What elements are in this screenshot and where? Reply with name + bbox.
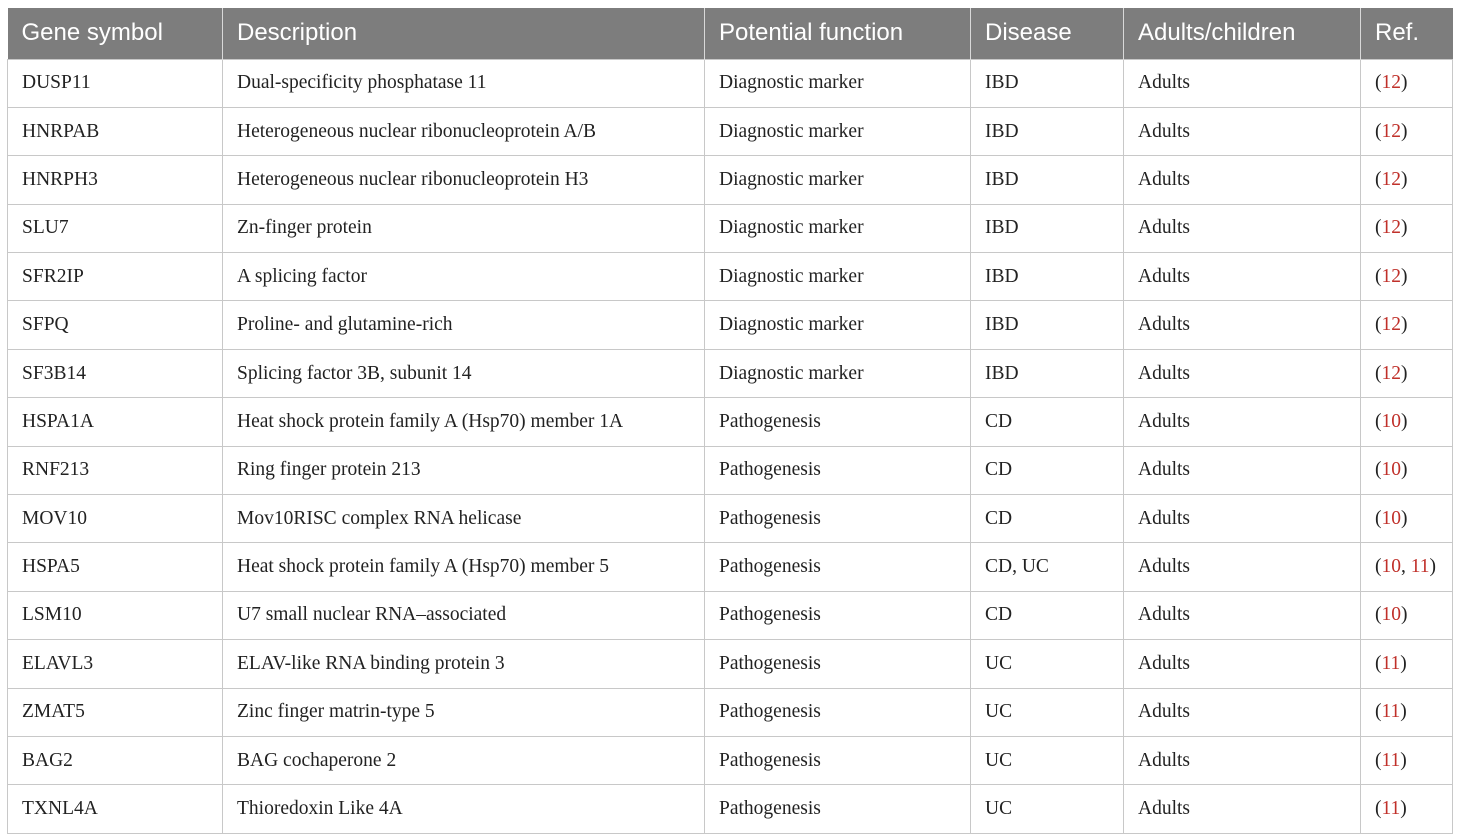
cell-adults-children: Adults	[1124, 543, 1361, 591]
ref-link[interactable]: 10	[1381, 410, 1401, 432]
cell-ref: (12)	[1361, 253, 1453, 301]
ref-link[interactable]: 12	[1381, 217, 1401, 239]
ref-link[interactable]: 12	[1381, 265, 1401, 287]
cell-adults-children: Adults	[1124, 785, 1361, 833]
cell-potential-function: Diagnostic marker	[705, 107, 971, 155]
cell-gene-symbol: BAG2	[8, 736, 223, 784]
cell-adults-children: Adults	[1124, 156, 1361, 204]
header-ref: Ref.	[1361, 8, 1453, 59]
gene-table-container	[7, 8, 1452, 834]
table-row	[8, 301, 1453, 349]
cell-ref: (12)	[1361, 204, 1453, 252]
cell-gene-symbol: TXNL4A	[8, 785, 223, 833]
header-description: Description	[223, 8, 705, 59]
cell-disease: IBD	[971, 301, 1124, 349]
cell-disease: IBD	[971, 253, 1124, 301]
cell-ref: (10)	[1361, 591, 1453, 639]
gene-table	[7, 8, 1453, 834]
cell-description: Heterogeneous nuclear ribonucleoprotein H3	[223, 156, 705, 204]
cell-adults-children: Adults	[1124, 301, 1361, 349]
cell-description: Mov10RISC complex RNA helicase	[223, 495, 705, 543]
ref-link[interactable]: 12	[1381, 72, 1401, 94]
cell-disease: UC	[971, 736, 1124, 784]
cell-disease: CD	[971, 495, 1124, 543]
cell-gene-symbol: MOV10	[8, 495, 223, 543]
cell-description: ELAV-like RNA binding protein 3	[223, 640, 705, 688]
ref-link[interactable]: 12	[1381, 168, 1401, 190]
table-row	[8, 156, 1453, 204]
header-gene-symbol: Gene symbol	[8, 8, 223, 59]
cell-gene-symbol: RNF213	[8, 446, 223, 494]
ref-link[interactable]: 11	[1410, 556, 1430, 578]
cell-description: Thioredoxin Like 4A	[223, 785, 705, 833]
table-row	[8, 349, 1453, 397]
ref-link[interactable]: 11	[1381, 701, 1401, 723]
cell-description: U7 small nuclear RNA–associated	[223, 591, 705, 639]
ref-link[interactable]: 12	[1381, 362, 1401, 384]
cell-ref: (12)	[1361, 301, 1453, 349]
cell-ref: (11)	[1361, 785, 1453, 833]
cell-adults-children: Adults	[1124, 349, 1361, 397]
cell-potential-function: Diagnostic marker	[705, 301, 971, 349]
cell-potential-function: Pathogenesis	[705, 688, 971, 736]
cell-gene-symbol: DUSP11	[8, 59, 223, 107]
table-row	[8, 591, 1453, 639]
cell-disease: UC	[971, 688, 1124, 736]
cell-description: Splicing factor 3B, subunit 14	[223, 349, 705, 397]
cell-description: Ring finger protein 213	[223, 446, 705, 494]
cell-ref: (11)	[1361, 640, 1453, 688]
table-row	[8, 398, 1453, 446]
cell-gene-symbol: HSPA1A	[8, 398, 223, 446]
cell-potential-function: Pathogenesis	[705, 495, 971, 543]
table-row	[8, 495, 1453, 543]
cell-gene-symbol: HNRPAB	[8, 107, 223, 155]
header-adults-children: Adults/children	[1124, 8, 1361, 59]
cell-gene-symbol: HNRPH3	[8, 156, 223, 204]
cell-ref: (12)	[1361, 349, 1453, 397]
table-body	[8, 59, 1453, 833]
table-row	[8, 688, 1453, 736]
cell-gene-symbol: SLU7	[8, 204, 223, 252]
ref-link[interactable]: 11	[1381, 798, 1401, 820]
cell-adults-children: Adults	[1124, 398, 1361, 446]
cell-disease: CD, UC	[971, 543, 1124, 591]
cell-potential-function: Pathogenesis	[705, 446, 971, 494]
cell-disease: IBD	[971, 204, 1124, 252]
cell-ref: (12)	[1361, 59, 1453, 107]
cell-description: Zn-finger protein	[223, 204, 705, 252]
cell-description: Heterogeneous nuclear ribonucleoprotein A/B	[223, 107, 705, 155]
cell-gene-symbol: SF3B14	[8, 349, 223, 397]
cell-gene-symbol: HSPA5	[8, 543, 223, 591]
cell-disease: UC	[971, 640, 1124, 688]
cell-description: A splicing factor	[223, 253, 705, 301]
table-row	[8, 785, 1453, 833]
cell-disease: CD	[971, 446, 1124, 494]
cell-adults-children: Adults	[1124, 59, 1361, 107]
cell-ref: (11)	[1361, 688, 1453, 736]
cell-disease: UC	[971, 785, 1124, 833]
cell-description: Zinc finger matrin-type 5	[223, 688, 705, 736]
cell-disease: IBD	[971, 107, 1124, 155]
ref-link[interactable]: 10	[1381, 556, 1401, 578]
ref-link[interactable]: 12	[1381, 120, 1401, 142]
table-row	[8, 736, 1453, 784]
table-row	[8, 640, 1453, 688]
cell-description: Heat shock protein family A (Hsp70) member 5	[223, 543, 705, 591]
cell-ref: (12)	[1361, 107, 1453, 155]
table-row	[8, 253, 1453, 301]
ref-link[interactable]: 11	[1381, 749, 1401, 771]
cell-potential-function: Pathogenesis	[705, 543, 971, 591]
cell-gene-symbol: LSM10	[8, 591, 223, 639]
ref-link[interactable]: 12	[1381, 314, 1401, 336]
cell-potential-function: Diagnostic marker	[705, 349, 971, 397]
cell-adults-children: Adults	[1124, 640, 1361, 688]
cell-disease: CD	[971, 591, 1124, 639]
cell-description: Heat shock protein family A (Hsp70) member 1A	[223, 398, 705, 446]
cell-adults-children: Adults	[1124, 204, 1361, 252]
cell-adults-children: Adults	[1124, 736, 1361, 784]
cell-adults-children: Adults	[1124, 446, 1361, 494]
table-row	[8, 543, 1453, 591]
cell-ref: (10)	[1361, 446, 1453, 494]
cell-ref: (10)	[1361, 398, 1453, 446]
cell-gene-symbol: ZMAT5	[8, 688, 223, 736]
cell-adults-children: Adults	[1124, 253, 1361, 301]
header-potential-function: Potential function	[705, 8, 971, 59]
cell-gene-symbol: ELAVL3	[8, 640, 223, 688]
cell-adults-children: Adults	[1124, 688, 1361, 736]
cell-ref: (10, 11)	[1361, 543, 1453, 591]
ref-link[interactable]: 10	[1381, 507, 1401, 529]
cell-gene-symbol: SFR2IP	[8, 253, 223, 301]
cell-ref: (11)	[1361, 736, 1453, 784]
cell-potential-function: Pathogenesis	[705, 785, 971, 833]
cell-potential-function: Diagnostic marker	[705, 204, 971, 252]
table-header	[8, 8, 1453, 59]
cell-potential-function: Pathogenesis	[705, 736, 971, 784]
cell-potential-function: Pathogenesis	[705, 640, 971, 688]
table-row	[8, 59, 1453, 107]
cell-ref: (12)	[1361, 156, 1453, 204]
ref-link[interactable]: 11	[1381, 652, 1401, 674]
cell-gene-symbol: SFPQ	[8, 301, 223, 349]
cell-ref: (10)	[1361, 495, 1453, 543]
cell-potential-function: Pathogenesis	[705, 591, 971, 639]
cell-potential-function: Pathogenesis	[705, 398, 971, 446]
cell-disease: CD	[971, 398, 1124, 446]
header-disease: Disease	[971, 8, 1124, 59]
cell-adults-children: Adults	[1124, 495, 1361, 543]
cell-adults-children: Adults	[1124, 107, 1361, 155]
table-row	[8, 107, 1453, 155]
cell-description: Proline- and glutamine-rich	[223, 301, 705, 349]
cell-potential-function: Diagnostic marker	[705, 59, 971, 107]
cell-potential-function: Diagnostic marker	[705, 156, 971, 204]
cell-description: BAG cochaperone 2	[223, 736, 705, 784]
cell-disease: IBD	[971, 59, 1124, 107]
cell-disease: IBD	[971, 156, 1124, 204]
ref-link[interactable]: 10	[1381, 604, 1401, 626]
header-row	[8, 8, 1453, 59]
table-row	[8, 204, 1453, 252]
cell-disease: IBD	[971, 349, 1124, 397]
cell-potential-function: Diagnostic marker	[705, 253, 971, 301]
ref-link[interactable]: 10	[1381, 459, 1401, 481]
table-row	[8, 446, 1453, 494]
cell-description: Dual-specificity phosphatase 11	[223, 59, 705, 107]
cell-adults-children: Adults	[1124, 591, 1361, 639]
